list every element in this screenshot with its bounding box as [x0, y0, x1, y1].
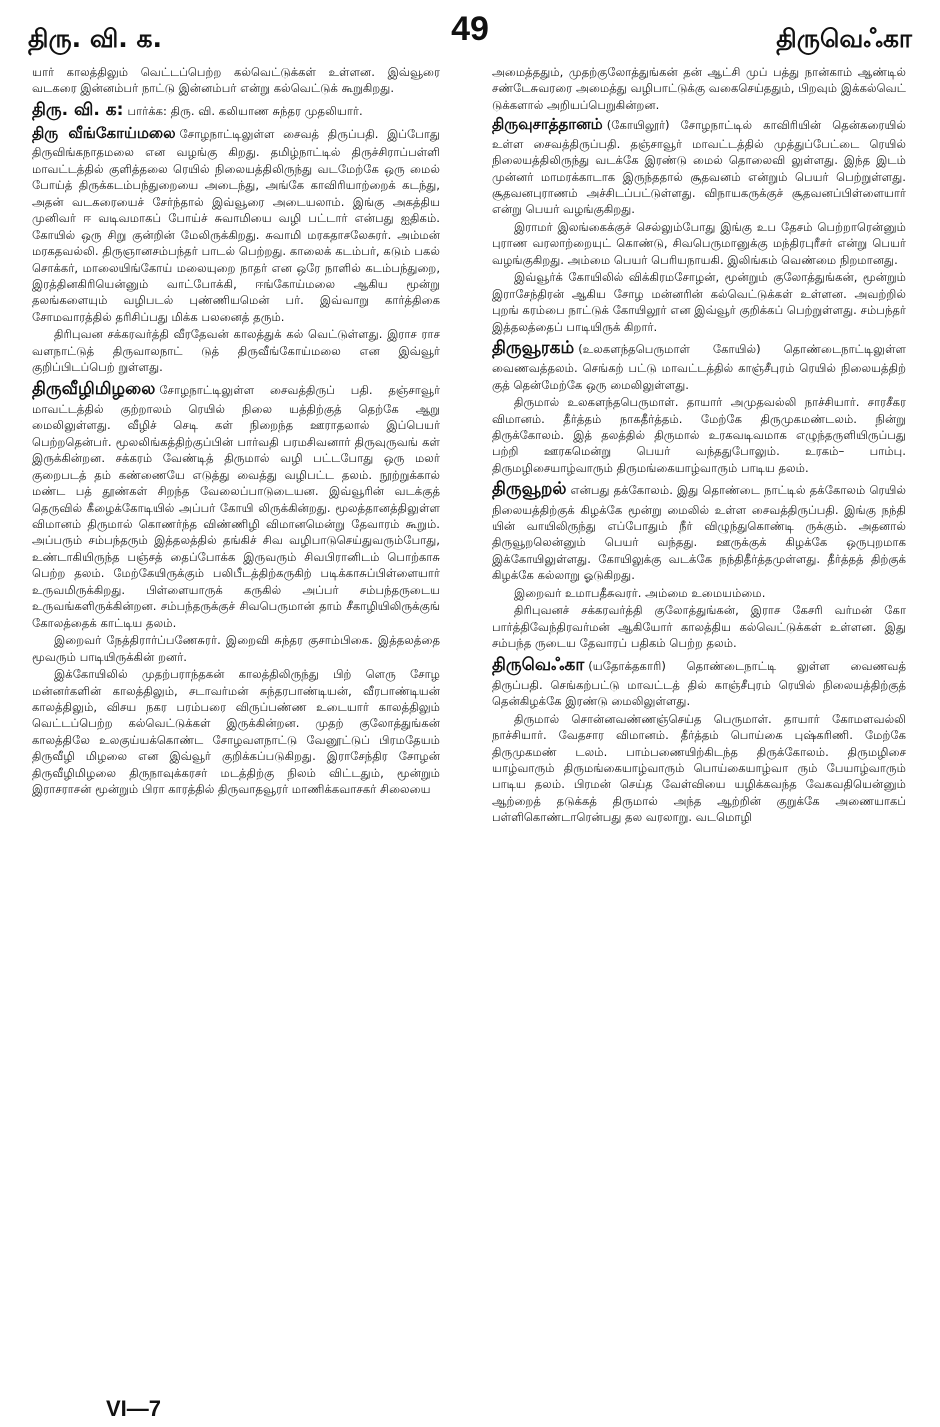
running-head-right: திருவெஃகா — [776, 24, 912, 53]
paragraph-text: என்பது தக்கோலம். இது தொண்டை நாட்டில் தக்கோலம் ரெயில் நிலையத்திற்குக் கிழக்கே மூன்று மைலில் உள்ள சைவத்திருப்பதி. இங்கு நந்தி யின் வாயிலிருந்து எப்போதும் நீர் விழுந்துகொண்டி ருக்கும். அதனால் திருவூறலென்னும் பெயர் வந்தது. ஊருக்குக் கிழக்கே ஒருபுறமாக இக்கோயிலுள்ளது. கோயிலுக்கு வடக்கே நந்திதீர்த்தமுள்ளது. தீர்த்தத் திற்குக் கிழக்கே கல்லாறு ஓடுகிறது. — [492, 483, 906, 583]
page-header — [28, 6, 912, 58]
body-paragraph — [492, 585, 906, 601]
body-paragraph — [32, 64, 440, 97]
paragraph-text: இறைவர் உமாபதீசுவரர். அம்மை உமையம்மை. — [514, 585, 766, 600]
body-paragraph — [492, 269, 906, 335]
left-column — [32, 64, 440, 1382]
entry-headword: திரு. வி. க: — [32, 99, 124, 120]
entry-paragraph — [32, 123, 440, 325]
body-paragraph — [492, 64, 906, 113]
entry-headword: திரு வீங்கோய்மலை — [32, 124, 176, 143]
paragraph-text: அமைத்ததும், முதற்குலோத்துங்கன் தன் ஆட்சி முப் பத்து நான்காம் ஆண்டில் சண்டேசுவரரை அமைத்து வழிபாட்டுக்கு வகைசெய்ததும், பிறவும் இக்கல்வெட் டுக்களால் அறியப்பெறுகின்றன. — [492, 65, 906, 112]
signature-mark: VI—7 — [106, 1396, 162, 1421]
entry-paragraph — [32, 98, 440, 122]
paragraph-text: திருமால் சொன்னவண்ணஞ்செய்த பெருமாள். தாயார் கோமளவல்லி நாச்சியார். வேதசார விமானம். தீர்த்தம் பொய்கை புஷ்கரிணி. மேற்கே திருமுகமண் டலம். பாம்பணையிற்கிடந்த திருக்கோலம். திருமழிசை யாழ்வாரும் திருமங்கையாழ்வாரும் பொய்கையாழ்வா ரும் பேயாழ்வாரும் பாடிய தலம். பிரமன் செய்த வேள்வியை யழிக்கவந்த வேகவதியென்னும் ஆற்றைத் தடுக்கத் திருமால் அந்த ஆற்றின் குறுக்கே அணையாகப் பள்ளிகொண்டாரென்பது தல வரலாறு. வடமொழி — [492, 711, 906, 825]
entry-headword: திருவுசாத்தானம் — [492, 115, 603, 134]
entry-headword: திருவெஃகா — [492, 654, 585, 675]
paragraph-text: சோழநாட்டிலுள்ள சைவத்திருப் பதி. தஞ்சாவூர் மாவட்டத்தில் குற்றாலம் ரெயில் நிலை யத்திற்குத் தெற்கே ஆறு மைலிலுள்ளது. வீழிச் செடி கள் நிறைந்த ஊராதலால் இப்பெயர் பெற்றதென்பர். மூலலிங்கத்திற்குப்பின் பார்வதி பரமசிவனார் திருவுருவங் கள் இருக்கின்றன. சக்கரம் வேண்டித் திருமால் வழி பட்டபோது ஒரு மலர் குறைபடத் தம் கண்ணையே எடுத்து வைத்து வழிபட்ட தலம். நூற்றுக்கால் மண்ட பத் தூண்கள் சிறந்த வேலைப்பாடுடையன. இவ்வூரின் வடக்குத் தெருவில் கீழைக்கோடியில் அப்பர் கோயி லிருக்கின்றது. மூலத்தானத்திலுள்ள விமானம் திருமால் கொணர்ந்த விண்ணிழி விமானமென்று தேவாரம் கூறும். அப்பரும் சம்பந்தரும் இத்தலத்தில் தங்கிச் சிவ வழிபாடுசெய்துவரும்போது, உண்டாகியிருந்த பஞ்சத் தைப்போக்க இருவரும் சிவபிரானிடம் பொற்காசு பெற்ற தலம். மேற்கேயிருக்கும் பலிபீடத்திற்கருகிற் படிக்காசுப்பிள்ளையார் உருவமிருக்கிறது. பிள்ளையாருக் கருகில் அப்பர் சம்பந்தருடைய உருவங்களிருக்கின்றன. சம்பந்தருக்குச் சிவபெருமான் தாம் சீகாழியிலிருக்குங் கோலத்தைக் காட்டிய தலம். — [32, 382, 440, 630]
entry-headword: திருவீழிமிழலை — [32, 378, 156, 399]
paragraph-text: பார்க்க: திரு. வி. கலியாண சுந்தர முதலியார். — [127, 103, 363, 118]
body-paragraph — [32, 326, 440, 375]
paragraph-text: (யதோக்தகாரி) தொண்டைநாட்டி லுள்ள வைணவத் திருப்பதி. செங்கற்பட்டு மாவட்டத் தில் காஞ்சீபுரம் ரெயில் நிலையத்திற்குத் தென்கிழக்கே இரண்டு மைலிலுள்ளது. — [492, 658, 906, 709]
body-paragraph — [492, 602, 906, 651]
entry-paragraph — [492, 477, 906, 583]
entry-headword: திருவூரகம் — [492, 338, 575, 359]
paragraph-text: (கோயிலூர்) சோழநாட்டில் காவிரியின் தென்கரையில் உள்ள சைவத்திருப்பதி. தஞ்சாவூர் மாவட்டத்தில் முத்துப்பேட்டை ரெயில் நிலையத்திலிருந்து வடக்கே இரண்டு மைல் தொலைவி லுள்ளது. இந்த இடம் முன்னர் மாமரக்காடாக இருந்ததால் சூதவனம் என்றும் பெயர் பெற்றுள்ளது. சூதவனபுராணம் அச்சிடப்பட்டுள்ளது. விநாயகருக்குச் சூதவனப்பிள்ளையார் என்று பெயர் வழங்குகிறது. — [492, 118, 906, 217]
body-paragraph — [32, 632, 440, 665]
entry-paragraph — [492, 653, 906, 710]
entry-paragraph — [492, 114, 906, 218]
right-column — [492, 64, 906, 1382]
paragraph-text: திரிபுவனச் சக்கரவர்த்தி குலோத்துங்கன், இராச கேசரி வர்மன் கோ பார்த்திவேந்திரவர்மன் ஆகியோர் காலத்திய கல்வெட்டுக்கள் உள்ளன. இது சம்பந்த ருடைய தேவாரப் பதிகம் பெற்ற தலம். — [492, 603, 906, 651]
entry-headword: திருவூறல் — [492, 479, 567, 500]
paragraph-text: (உலகளந்தபெருமாள் கோயில்) தொண்டைநாட்டிலுள்ள வைணவத்தலம். செங்கற் பட்டு மாவட்டத்தில் காஞ்சீபுரம் ரெயில் நிலையத்திற் குத் தென்மேற்கே ஒரு மைலிலுள்ளது. — [492, 342, 906, 392]
paragraph-text: திருமால் உலகளந்தபெருமாள். தாயார் அமுதவல்லி நாச்சியார். சாரசீகர விமானம். தீர்த்தம் நாகதீர்த்தம். மேற்கே திருமுகமண்டலம். நின்று திருக்கோலம். இத் தலத்தில் திருமால் உரகவடிவமாக எழுந்தருளியிருப்பது பற்றி ஊரகமென்று பெயர் வந்ததுபோலும். உரகம்– பாம்பு. திருமழிசையாழ்வாரும் திருமங்கையாழ்வாரும் பாடிய தலம். — [492, 395, 906, 475]
entry-paragraph — [32, 377, 440, 631]
paragraph-text: சோழநாட்டிலுள்ள சைவத் திருப்பதி. இப்போது திருவிங்கநாதமலை என வழங்கு கிறது. தமிழ்நாட்டில் திருச்சிராப்பள்ளி மாவட்டத்தில் குளித்தலை ரெயில் நிலையத்திலிருந்து வடமேற்கே ஒரு மைல் போய்த் திருக்கடம்பந்துறையை அடைந்து, அங்கே காவிரியாற்றைக் கடந்து, அதன் வடகரையைச் சேர்ந்தால் இவ்வூரை அடையலாம். இங்கு அகத்திய முனிவர் ஈ வடிவமாகப் போய்ச் சுவாமியை வழி பட்டார் என்பது ஐதிகம். கோயில் ஒரு சிறு குன்றின் மேலிருக்கிறது. சுவாமி மரகதாசலேசுரர். அம்மன் மரகதவல்லி. திருஞானசம்பந்தர் பாடல் பெற்றது. காலைக் கடம்பர், கடும் பகல் சொக்கர், மாலையிங்கோய் மலையுறை நாதர் என ஒரே நாளில் கடம்பந்துறை, இரத்தினகிரியென்னும் வாட்போக்கி, ஈங்கோய்மலை ஆகிய மூன்று தலங்களையும் வழிபடல் புண்ணியமென் பர். இவ்வாறு கார்த்திகை சோமவாரத்தில் தரிசிப்பது மிக்க பலனைத் தரும். — [32, 127, 440, 324]
paragraph-text: திரிபுவன சக்கரவர்த்தி வீரதேவன் காலத்துக் கல் வெட்டுள்ளது. இராச ராச வளநாட்டுத் திருவாலநாட் டுத் திருவீங்கோய்மலை என இவ்வூர் குறிப்பிடப்பெற் றுள்ளது. — [32, 327, 440, 375]
paragraph-text: யார் காலத்திலும் வெட்டப்பெற்ற கல்வெட்டுக்கள் உள்ளன. இவ்வூரை வடகரை இன்னம்பர் நாட்டு இன்னம்பர் என்று கல்வெட்டுக் கூறுகிறது. — [32, 65, 440, 96]
body-paragraph — [492, 394, 906, 476]
paragraph-text: இக்கோயிலில் முதற்பராந்தகன் காலத்திலிருந்து பிற் ளெரு சோழ மன்னர்களின் காலத்திலும், சடாவர்மன் சுந்தரபாண்டியன், வீரபாண்டியன் காலத்திலும், விசய நகர பரம்பரை விருப்பண்ண உடையார் காலத்திலும் வெட்டப்பெற்ற கல்வெட்டுக்கள் இருக்கின்றன. முதற் குலோத்துங்கன் காலத்திலே உலகுய்யக்கொண்ட சோழவளநாட்டு வேனூட்டுப் பிரமதேயம் திருவீழி மிழலை என இவ்வூர் குறிக்கப்படுகிறது. இராசேந்திர சோழன் திருவீழிமிழலை திருநாவுக்கரசர் மடத்திற்கு நிலம் விட்டதும், மூன்றும் இராசராசன் மூன்றும் பிரா காரத்தில் திருவாதவூரர் மாணிக்கவாசகர் சிலையை — [32, 667, 440, 797]
entry-paragraph — [492, 336, 906, 393]
paragraph-text: இறைவர் நேத்திரார்ப்பணேசுரர். இறைவி சுந்தர குசாம்பிகை. இத்தலத்தை மூவரும் பாடியிருக்கின் றனர். — [32, 633, 440, 664]
body-paragraph — [492, 711, 906, 826]
page-number: 49 — [451, 10, 489, 48]
running-head-left: திரு. வி. க. — [28, 24, 162, 53]
paragraph-text: இவ்வூர்க் கோயிலில் விக்கிரமசோழன், மூன்றும் குலோத்துங்கன், மூன்றும் இராசேந்திரன் ஆகிய சோழ மன்னரின் கல்வெட்டுக்கள் உள்ளன. அவற்றில் புறங் கரம்பை நாட்டுக் கோயிலூர் என இவ்வூர் குறிக்கப் பெற்றுள்ளது. சம்பந்தர் இத்தலத்தைப் பாடியிருக் கிறார். — [492, 270, 906, 334]
paragraph-text: இராமர் இலங்கைக்குச் செல்லும்போது இங்கு உப தேசம் பெற்றாரென்னும் புராண வரலாற்றையுட் கொண்டு, சிவபெருமானுக்கு மந்திரபுரீசர் என்று பெயர் வழங்குகிறது. அம்மை பெயர் பெரியநாயகி. இலிங்கம் வெண்மை நிறமானது. — [492, 219, 906, 267]
body-paragraph — [492, 219, 906, 268]
body-paragraph — [32, 666, 440, 798]
